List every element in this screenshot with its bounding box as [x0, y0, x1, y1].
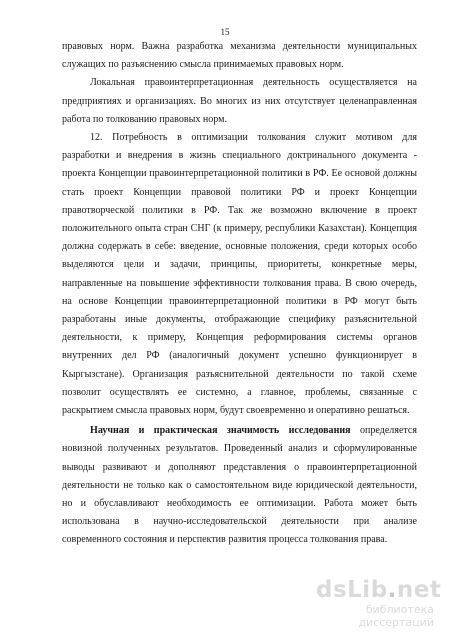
dslib-watermark: [316, 577, 442, 629]
watermark-logo-tld: net: [396, 577, 442, 603]
paragraph-significance: [62, 422, 417, 549]
significance-text: определяется новизной полученных результатов. Проведенный анализ и сформулированные выводы развивают и дополняют представления о правоинтерпретационной деятельности не только как о самостоятельном виде юридической деятельности, но и обуславливают необходимость ее оптимизации. Работа может быть использована в научно-исследовательской деятельности при анализе современного состояния и перспектив развития процесса толкования права.: [62, 425, 417, 546]
watermark-logo: [316, 577, 442, 603]
document-body: [62, 38, 417, 550]
watermark-logo-name: dsLib: [316, 577, 388, 603]
paragraph-local-interpretation: Локальная правоинтерпретационная деятельность осуществляется на предприятиях и организациях. Во многих из них отсутствует целенаправленная работа по толкованию правовых норм.: [62, 77, 417, 125]
paragraph-continuation: правовых норм. Важна разработка механизма деятельности муниципальных служащих по разъяснению смысла принимаемых правовых норм.: [62, 41, 417, 71]
significance-heading: Научная и практическая значимость исследования: [90, 425, 351, 437]
page-number: 15: [220, 27, 230, 37]
watermark-subtitle: библиотека диссертаций: [358, 603, 434, 629]
watermark-logo-dot: .: [387, 577, 397, 603]
paragraph-item-12: 12. Потребность в оптимизации толкования служит мотивом для разработки и внедрения в жизнь специального доктринального документа - проекта Концепции правоинтерпретационной политики в РФ. Ее основой должны стать проект Концепции правовой политики РФ и проект Концепции правотворческой политики в РФ. Так же возможно включение в проект положительного опыта стран СНГ (к примеру, республики Казахстан). Концепция должна содержать в себе: введение, основные положения, среди которых особо выделяются цели и задачи, принципы, приоритеты, конкретные меры, направленные на повышение эффективности толкования права. В свою очередь, на основе Концепции правоинтерпретационной политики в РФ могут быть разработаны иные документы, отображающие специфику разъяснительной деятельности, к примеру, Концепция реформирования системы органов внутренних дел РФ (аналогичный документ успешно функционирует в Кыргызстане). Организация разъяснительной деятельности по такой схеме позволит осуществлять ее системно, а главное, проблемы, связанные с раскрытием смысла правовых норм, будут своевременно и оперативно решаться.: [62, 132, 417, 417]
